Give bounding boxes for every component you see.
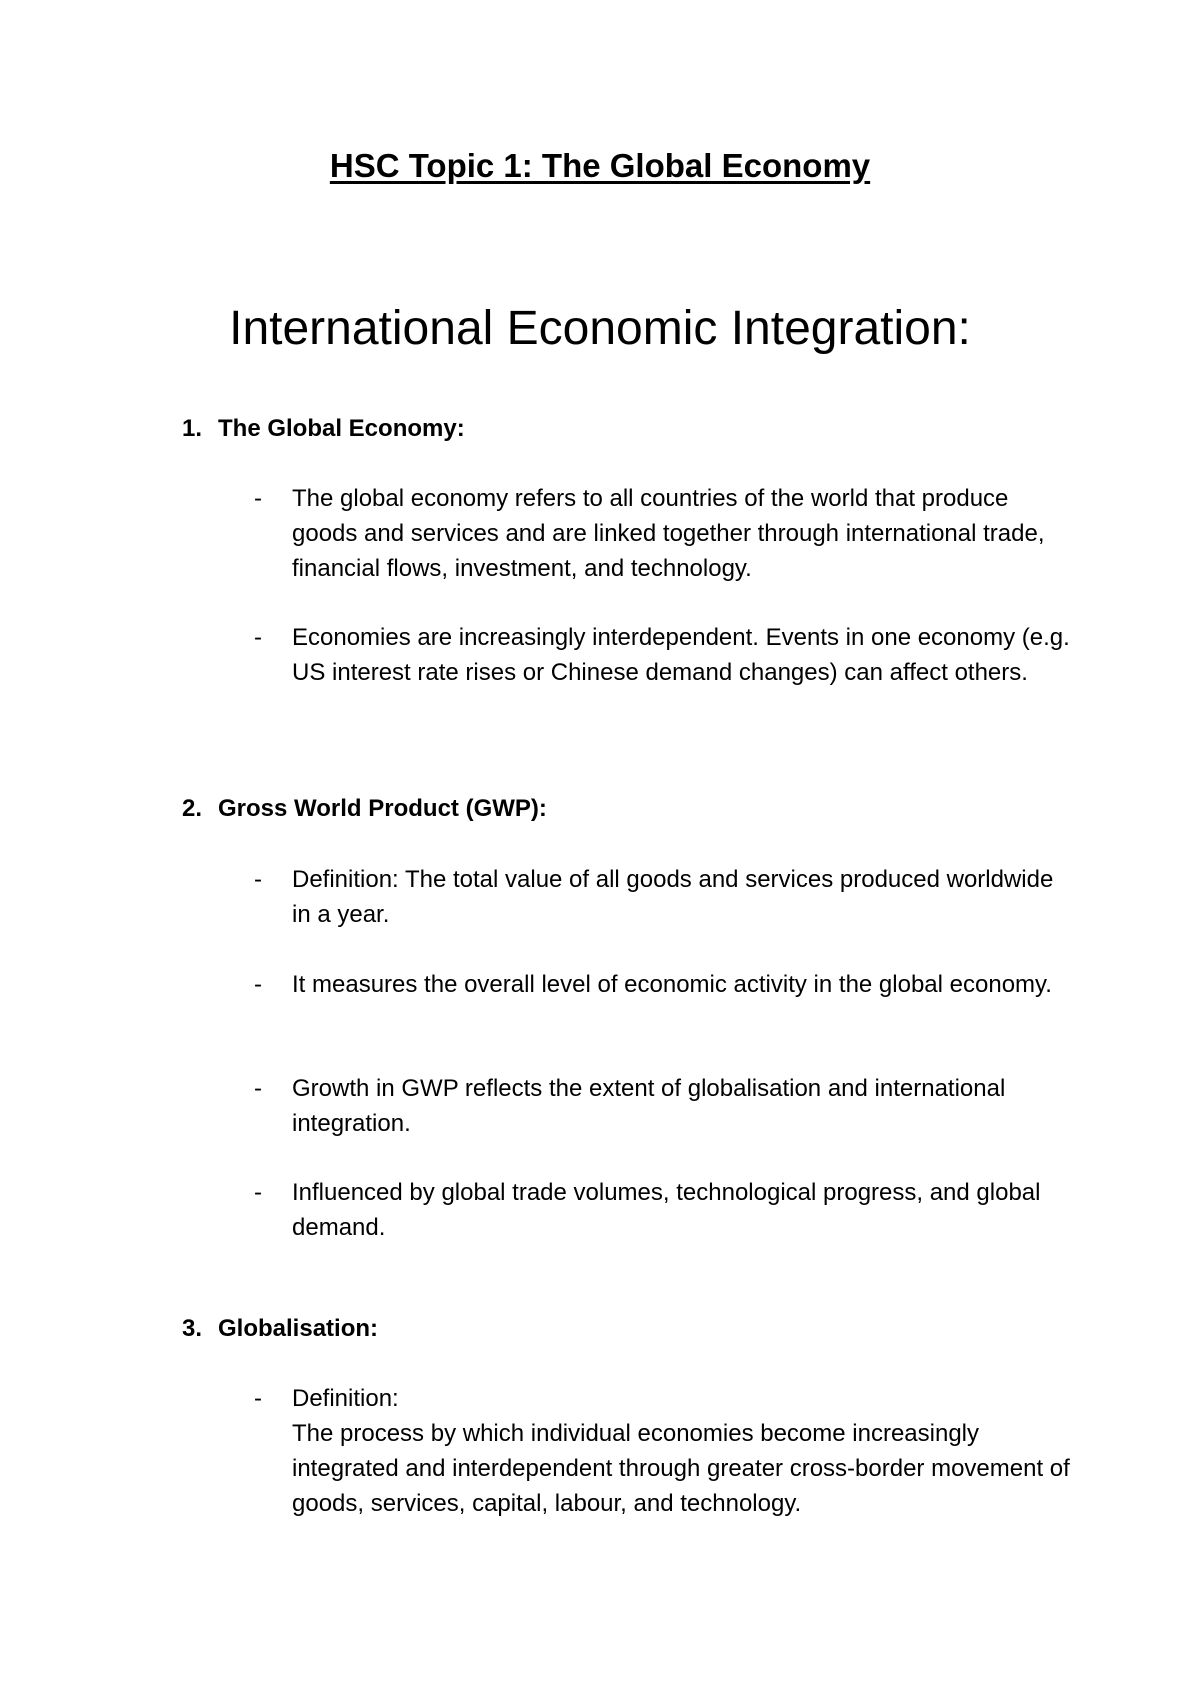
bullet-item — [254, 481, 1074, 586]
bullet-text: The global economy refers to all countries of the world that produce goods and services and are linked together through international trade, financial flows, investment, and technology. — [292, 485, 1045, 582]
bullet-item — [254, 1381, 1074, 1521]
bullet-text: Definition: The total value of all goods and services produced worldwide in a year. — [292, 866, 1054, 928]
bullet-text: Growth in GWP reflects the extent of globalisation and international integration. — [292, 1075, 1006, 1137]
bullet-item — [254, 620, 1074, 690]
definition-label: Definition: — [292, 1385, 399, 1412]
definition-text: The process by which individual economies become increasingly integrated and interdependent through greater cross-border movement of goods, services, capital, labour, and technology. — [292, 1420, 1070, 1517]
document-subtitle: International Economic Integration: — [229, 302, 971, 355]
section-number: 3. — [182, 1315, 203, 1342]
section-heading-gross-world-product — [182, 792, 547, 826]
section-number: 2. — [182, 795, 203, 822]
bullet-marker: - — [254, 485, 262, 512]
bullet-item — [254, 967, 1074, 1002]
bullet-marker: - — [254, 1075, 262, 1102]
document-title: HSC Topic 1: The Global Economy — [329, 147, 871, 184]
bullet-text: Influenced by global trade volumes, technological progress, and global demand. — [292, 1179, 1041, 1241]
section-number: 1. — [182, 415, 203, 442]
bullet-marker: - — [254, 624, 262, 651]
bullet-item — [254, 862, 1074, 932]
bullet-marker: - — [254, 866, 262, 893]
bullet-marker: - — [254, 971, 262, 998]
bullet-item — [254, 1071, 1074, 1141]
section-heading-global-economy — [182, 412, 465, 446]
bullet-text: It measures the overall level of economic activity in the global economy. — [292, 971, 1052, 998]
bullet-text — [292, 1381, 1074, 1521]
section-title: Gross World Product (GWP): — [218, 795, 547, 822]
section-title: The Global Economy: — [218, 415, 465, 442]
bullet-marker: - — [254, 1179, 262, 1206]
bullet-text: Economies are increasingly interdependent. Events in one economy (e.g. US interest rate rises or Chinese demand changes) can affect others. — [292, 624, 1070, 686]
bullet-marker: - — [254, 1385, 262, 1412]
bullet-item — [254, 1175, 1074, 1245]
section-title: Globalisation: — [218, 1315, 379, 1342]
section-heading-globalisation — [182, 1312, 378, 1346]
